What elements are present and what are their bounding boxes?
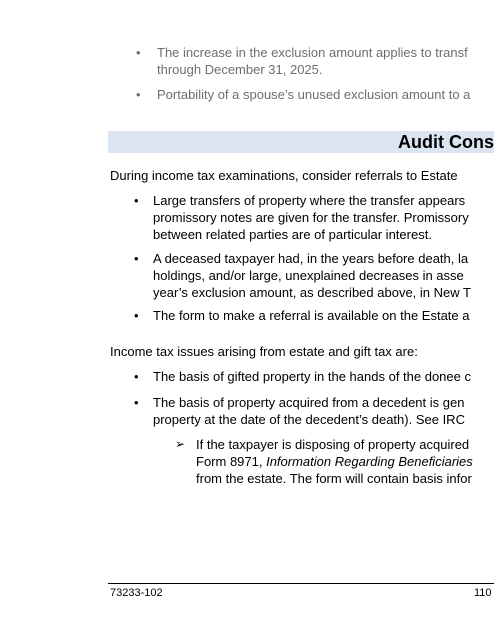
bullet-icon: • <box>136 45 141 60</box>
footer-page-number: 110 <box>474 587 492 599</box>
bullet-icon: • <box>134 193 139 208</box>
subitem-line-2 <box>196 453 473 470</box>
section-heading: Audit Cons <box>398 132 494 152</box>
top-item-1-line-1: The increase in the exclusion amount applies to transf <box>157 45 468 60</box>
item-2-line-3: year’s exclusion amount, as described above, in New T <box>153 285 471 300</box>
bullet-icon: • <box>134 369 139 384</box>
section-intro-2: Income tax issues arising from estate and gift tax are: <box>110 344 418 359</box>
item-2-line-2: holdings, and/or large, unexplained decreases in asse <box>153 268 464 283</box>
item2-2-line-2: property at the date of the decedent’s death). See IRC <box>153 412 465 427</box>
bullet-icon: • <box>134 308 139 323</box>
footer-rule <box>108 583 494 584</box>
subitem-line-3: from the estate. The form will contain basis infor <box>196 471 472 486</box>
top-item-2-line-1: Portability of a spouse’s unused exclusion amount to a <box>157 87 471 102</box>
item-2-line-1: A deceased taxpayer had, in the years before death, la <box>153 251 469 266</box>
item2-1-line-1: The basis of gifted property in the hands of the donee c <box>153 369 471 384</box>
top-item-1-line-2: through December 31, 2025. <box>157 62 323 77</box>
bullet-icon: • <box>134 251 139 266</box>
subitem-line-1: If the taxpayer is disposing of property acquired <box>196 437 470 452</box>
section-intro: During income tax examinations, consider referrals to Estate <box>110 168 458 183</box>
item-1-line-3: between related parties are of particular interest. <box>153 227 432 242</box>
bullet-icon: • <box>136 87 141 102</box>
item-1-line-1: Large transfers of property where the transfer appears <box>153 193 466 208</box>
arrow-bullet-icon: ➢ <box>175 437 186 451</box>
subitem-line-2-prefix: Form 8971, <box>196 454 267 469</box>
subitem-line-2-form-title: Information Regarding Beneficiaries <box>266 454 473 469</box>
item-3-line-1: The form to make a referral is available on the Estate a <box>153 308 470 323</box>
bullet-icon: • <box>134 395 139 410</box>
item2-2-line-1: The basis of property acquired from a decedent is gen <box>153 395 465 410</box>
item-1-line-2: promissory notes are given for the transfer. Promissory <box>153 210 469 225</box>
footer-form-number: 73233-102 <box>110 587 163 599</box>
